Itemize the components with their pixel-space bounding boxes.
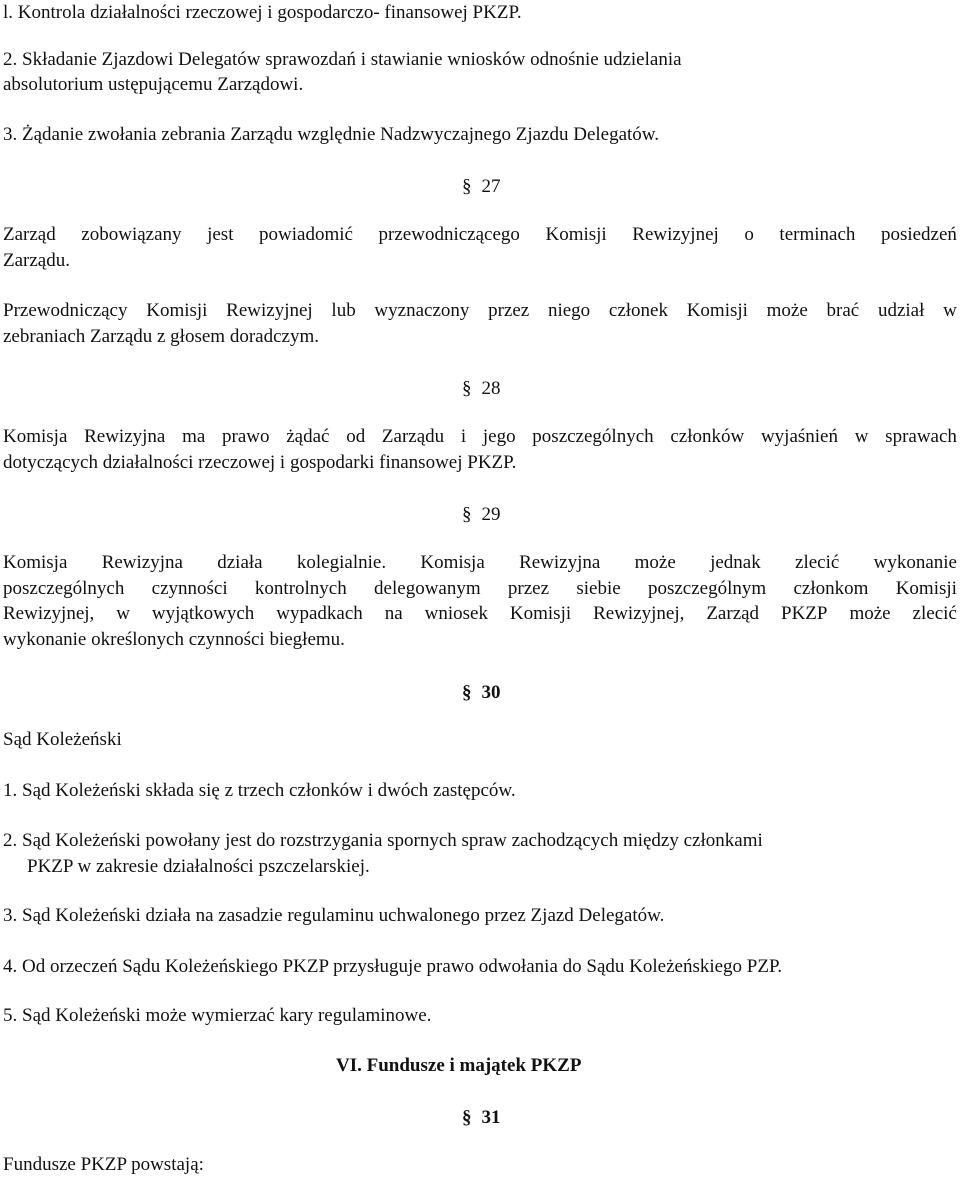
court-heading: Sąd Koleżeński bbox=[3, 729, 122, 750]
funds-intro: Fundusze PKZP powstają: bbox=[3, 1154, 204, 1175]
section-sign: § bbox=[462, 504, 472, 525]
court-item-1: 1. Sąd Koleżeński składa się z trzech członków i dwóch zastępców. bbox=[3, 780, 516, 801]
section-28-heading bbox=[462, 378, 501, 400]
section-number: 30 bbox=[481, 682, 501, 703]
paragraph-27b-line1: Przewodniczący Komisji Rewizyjnej lub wyznaczony przez niego członek Komisji może brać udział w bbox=[3, 300, 957, 321]
list-item-3: 3. Żądanie zwołania zebrania Zarządu względnie Nadzwyczajnego Zjazdu Delegatów. bbox=[3, 124, 660, 145]
court-item-2-line2: PKZP w zakresie działalności pszczelarskiej. bbox=[27, 856, 370, 877]
paragraph-27b-line2: zebraniach Zarządu z głosem doradczym. bbox=[3, 326, 319, 347]
paragraph-29-line3: Rewizyjnej, w wyjątkowych wypadkach na wniosek Komisji Rewizyjnej, Zarząd PKZP może zlecić bbox=[3, 603, 957, 624]
section-sign: § bbox=[462, 176, 472, 197]
chapter-title: VI. Fundusze i majątek PKZP bbox=[336, 1055, 582, 1076]
section-number: 29 bbox=[481, 504, 501, 525]
paragraph-27a-line2: Zarządu. bbox=[3, 250, 70, 271]
section-number: 27 bbox=[481, 176, 501, 197]
court-item-3: 3. Sąd Koleżeński działa na zasadzie regulaminu uchwalonego przez Zjazd Delegatów. bbox=[3, 905, 665, 926]
section-sign: § bbox=[462, 1107, 472, 1128]
paragraph-29-line4: wykonanie określonych czynności biegłemu. bbox=[3, 629, 345, 650]
section-sign: § bbox=[462, 682, 472, 703]
section-sign: § bbox=[462, 378, 472, 399]
list-item-2-line1: 2. Składanie Zjazdowi Delegatów sprawozdań i stawianie wniosków odnośnie udzielania bbox=[3, 49, 682, 70]
paragraph-28-line1: Komisja Rewizyjna ma prawo żądać od Zarządu i jego poszczególnych członków wyjaśnień w sprawach bbox=[3, 426, 957, 447]
list-item-1: l. Kontrola działalności rzeczowej i gospodarczo- finansowej PKZP. bbox=[3, 2, 522, 23]
section-30-heading bbox=[462, 682, 501, 704]
section-number: 31 bbox=[481, 1107, 501, 1128]
court-item-2-line1: 2. Sąd Koleżeński powołany jest do rozstrzygania spornych spraw zachodzących między członkami bbox=[3, 830, 763, 851]
section-31-heading bbox=[462, 1107, 501, 1129]
paragraph-29-line1: Komisja Rewizyjna działa kolegialnie. Komisja Rewizyjna może jednak zlecić wykonanie bbox=[3, 552, 957, 573]
paragraph-28-line2: dotyczących działalności rzeczowej i gospodarki finansowej PKZP. bbox=[3, 452, 517, 473]
section-number: 28 bbox=[481, 378, 501, 399]
paragraph-29-line2: poszczególnych czynności kontrolnych delegowanym przez siebie poszczególnym członkom Komisji bbox=[3, 578, 957, 599]
list-item-2-line2: absolutorium ustępującemu Zarządowi. bbox=[3, 74, 304, 95]
section-27-heading bbox=[462, 176, 501, 198]
paragraph-27a-line1: Zarząd zobowiązany jest powiadomić przewodniczącego Komisji Rewizyjnej o terminach posiedzeń bbox=[3, 224, 957, 245]
court-item-5: 5. Sąd Koleżeński może wymierzać kary regulaminowe. bbox=[3, 1005, 432, 1026]
section-29-heading bbox=[462, 504, 501, 526]
court-item-4: 4. Od orzeczeń Sądu Koleżeńskiego PKZP przysługuje prawo odwołania do Sądu Koleżeńskiego PZP. bbox=[3, 956, 783, 977]
